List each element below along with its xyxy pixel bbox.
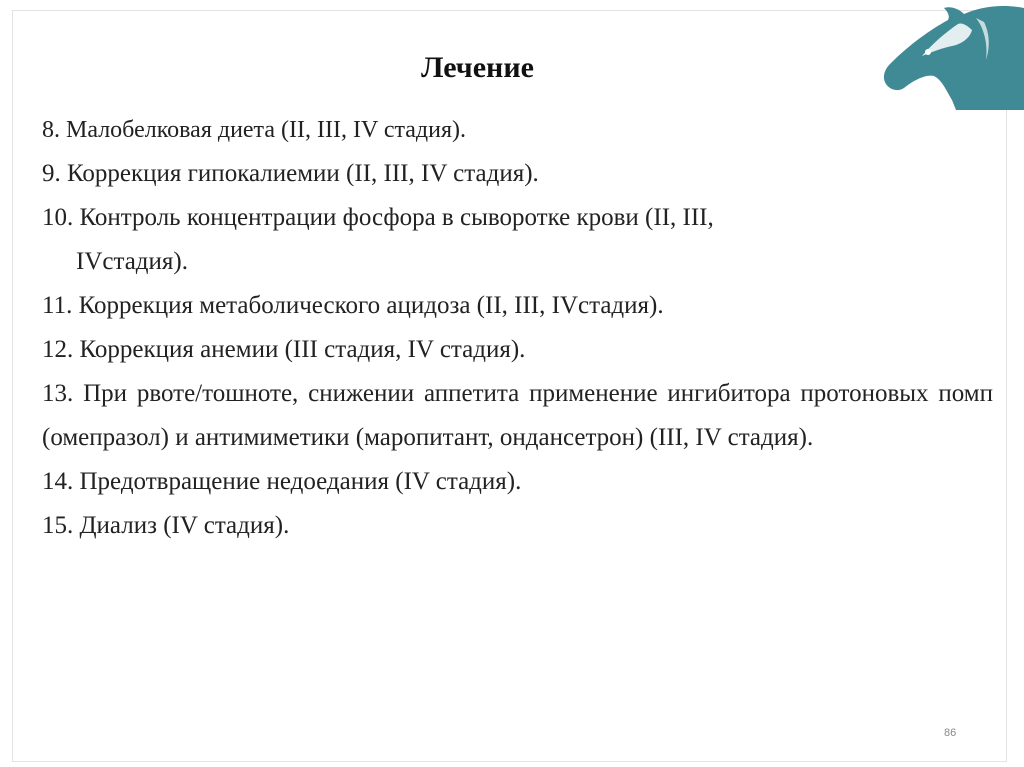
list-item-continuation: IVстадия). [76,248,188,275]
list-item: 11. Коррекция метаболического ацидоза (II, III, IVстадия). [42,292,664,319]
list-item: 9. Коррекция гипокалиемии (II, III, IV стадия). [42,160,539,187]
list-item: 13. При рвоте/тошноте, снижении аппетита применение ингибитора протоновых помп (омепразол) и антимиметики (маропитант, ондансетрон) (III, IV стадия). [42,380,993,451]
page-title: Лечение [421,51,534,84]
list-item [42,196,993,284]
page-number: 86 [944,727,957,739]
treatment-list [42,108,993,548]
list-item: 12. Коррекция анемии (III стадия, IV стадия). [42,336,526,363]
list-item-line: 10. Контроль концентрации фосфора в сыворотке крови (II, III, [42,204,714,231]
list-item: 14. Предотвращение недоедания (IV стадия). [42,468,522,495]
list-item: 8. Малобелковая диета (II, III, IV стадия). [42,117,467,143]
list-item: 15. Диализ (IV стадия). [42,512,290,539]
